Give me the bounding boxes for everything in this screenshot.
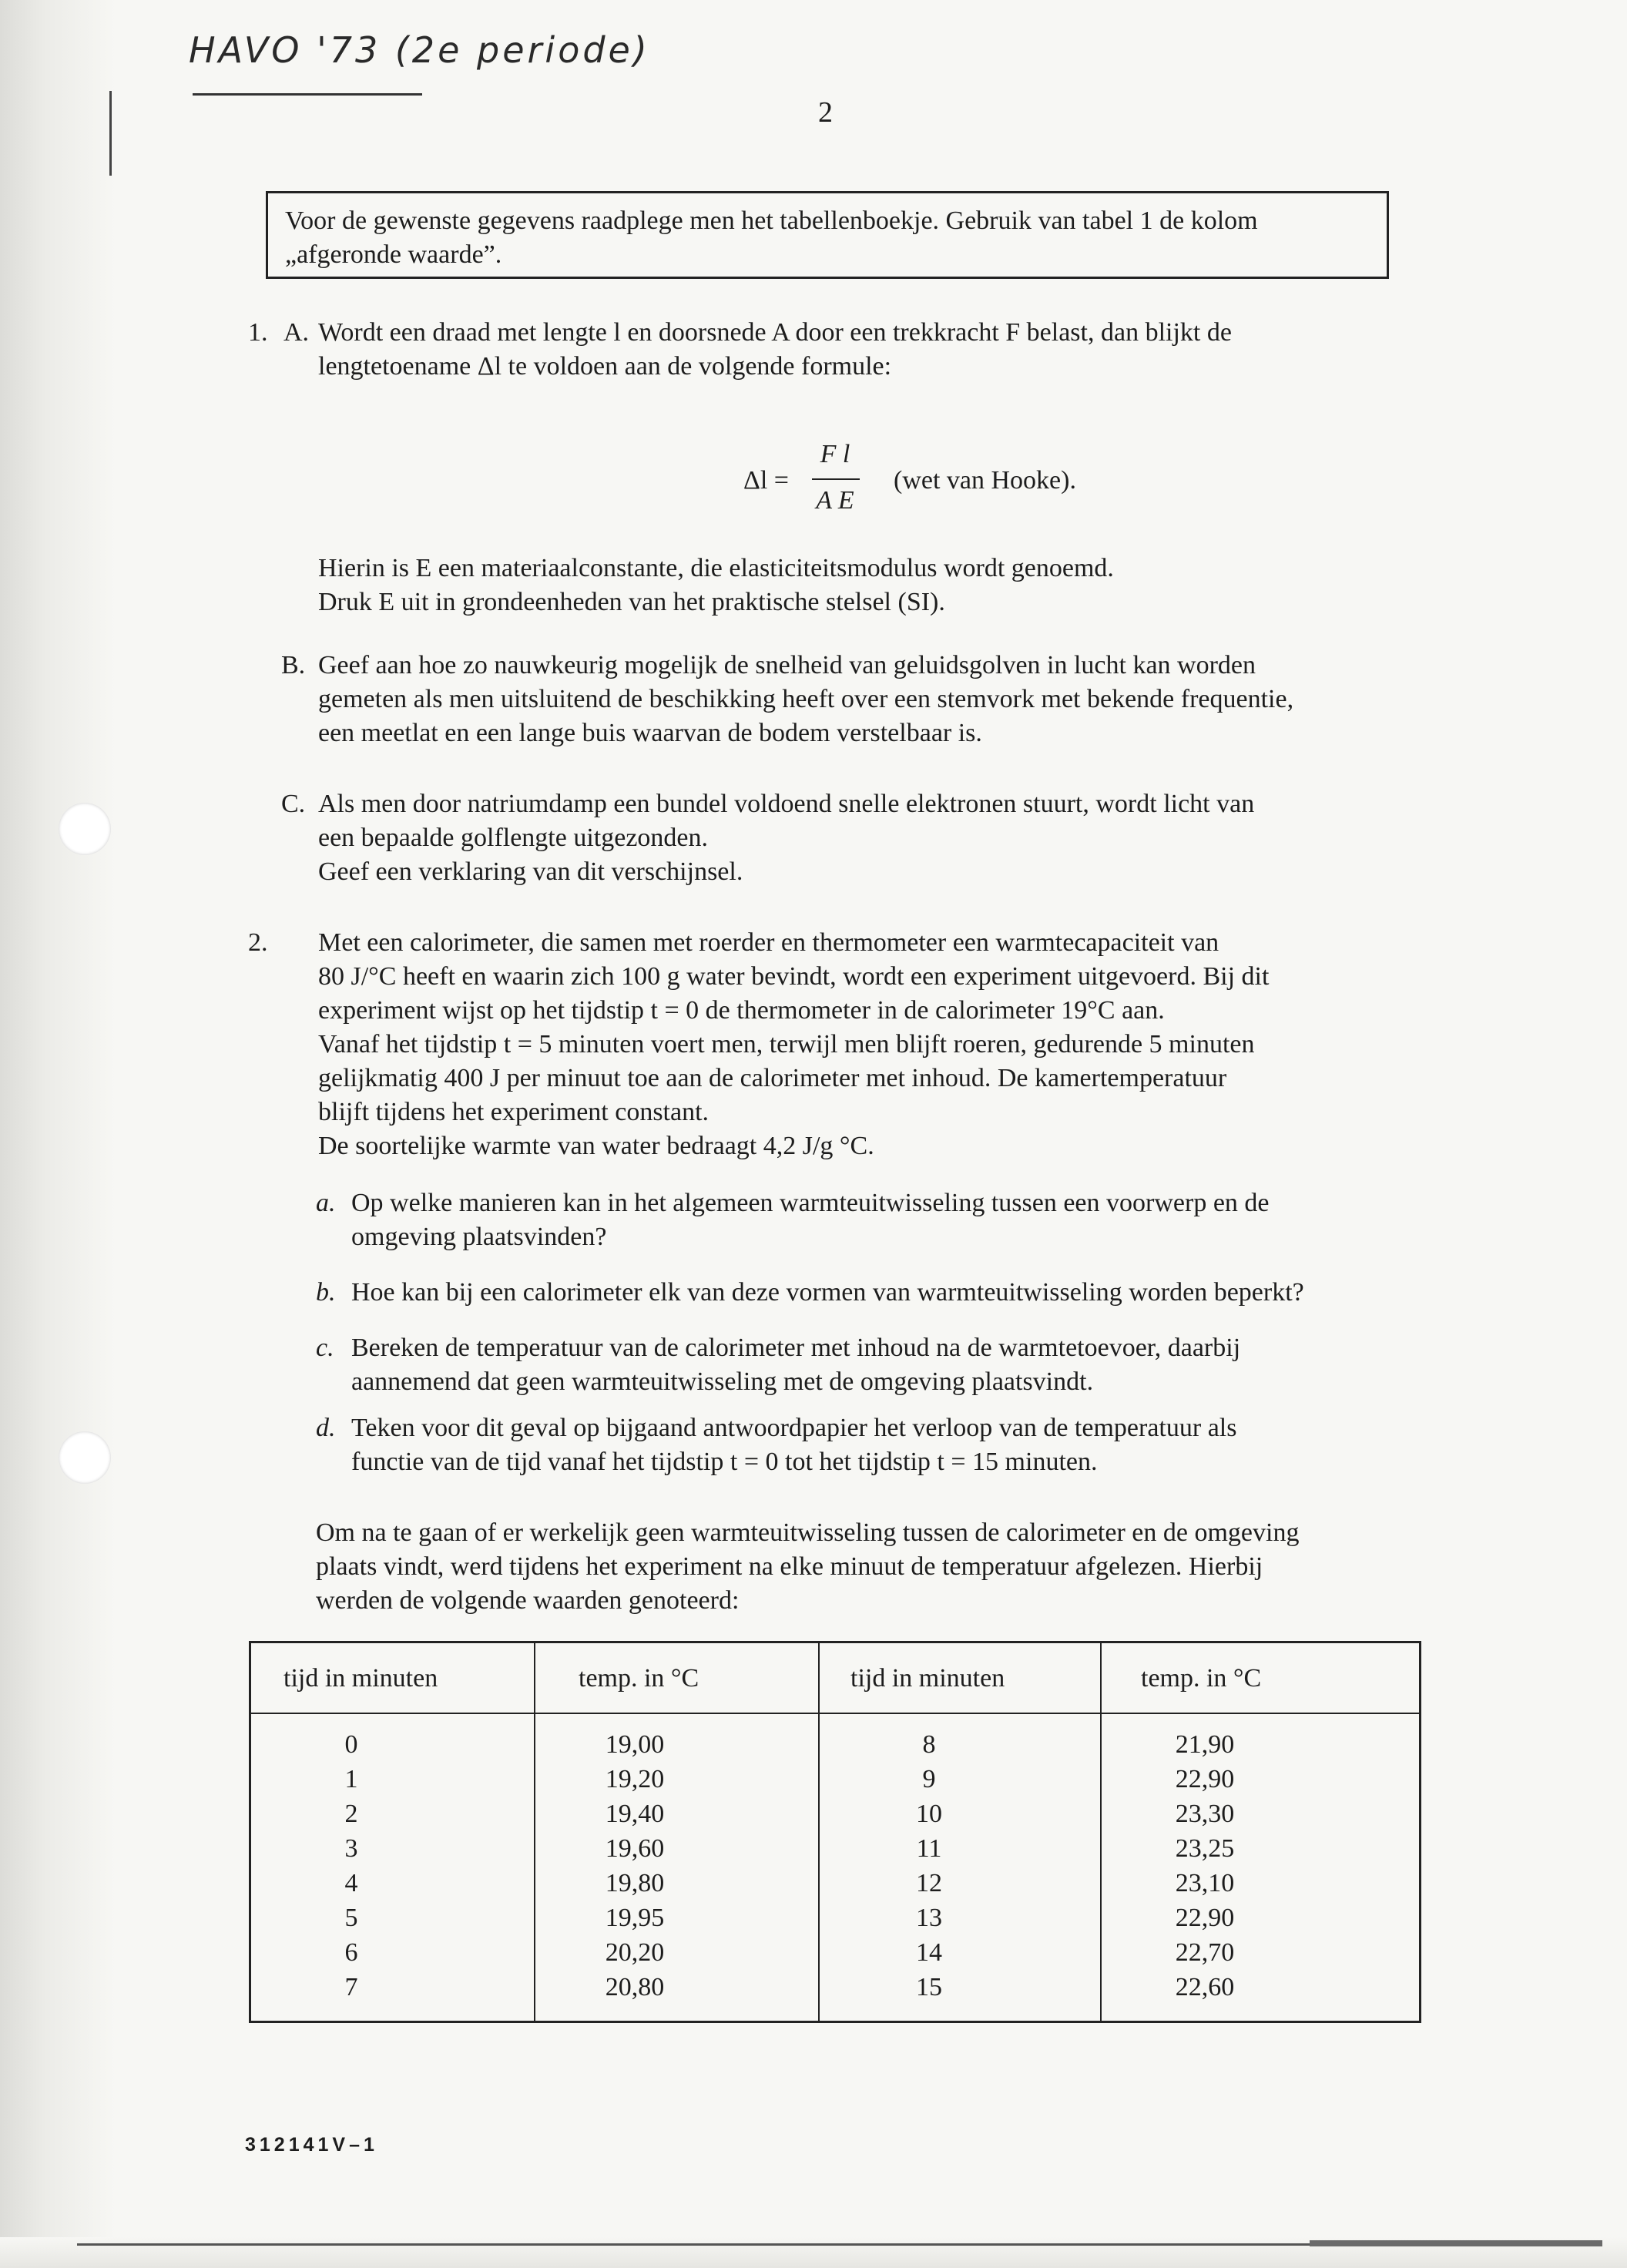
table-cell-time: 14 — [916, 1938, 942, 1967]
q2c-label: c. — [316, 1334, 334, 1362]
table-column-divider — [534, 1643, 535, 2021]
punch-hole-bottom — [59, 1431, 111, 1484]
formula-fraction — [810, 438, 860, 524]
table-cell-time: 15 — [916, 1973, 942, 2001]
q1c-line: een bepaalde golflengte uitgezonden. — [318, 824, 708, 852]
table-cell-temp: 19,20 — [605, 1765, 665, 1793]
table-column-divider — [1100, 1643, 1102, 2021]
table-cell-temp: 22,60 — [1175, 1973, 1235, 2001]
q1b-line: gemeten als men uitsluitend de beschikking heeft over een stemvork met bekende frequentie, — [318, 685, 1294, 713]
q2-intro-line: Met een calorimeter, die samen met roerder en thermometer een warmtecapaciteit van — [318, 928, 1219, 957]
q2a-line: omgeving plaatsvinden? — [351, 1223, 607, 1251]
table-cell-temp: 21,90 — [1175, 1730, 1235, 1759]
table-cell-temp: 22,90 — [1175, 1765, 1235, 1793]
table-cell-time: 7 — [344, 1973, 358, 2001]
q1a-line3: Hierin is E een materiaalconstante, die elasticiteitsmodulus wordt genoemd. — [318, 554, 1114, 582]
q2d-line: functie van de tijd vanaf het tijdstip t = 0 tot het tijdstip t = 15 minuten. — [351, 1448, 1098, 1476]
q1b-label: B. — [281, 651, 306, 679]
q1a-label: A. — [283, 318, 310, 347]
q2d-line: Teken voor dit geval op bijgaand antwoordpapier het verloop van de temperatuur als — [351, 1414, 1237, 1442]
table-cell-time: 3 — [344, 1834, 358, 1863]
table-cell-temp: 22,70 — [1175, 1938, 1235, 1967]
q1a-line4: Druk E uit in grondeenheden van het praktische stelsel (SI). — [318, 588, 945, 616]
table-cell-time: 1 — [344, 1765, 358, 1793]
table-cell-time: 6 — [344, 1938, 358, 1967]
table-cell-time: 10 — [916, 1800, 942, 1828]
q2c-line: aannemend dat geen warmteuitwisseling met de omgeving plaatsvindt. — [351, 1367, 1094, 1396]
formula-denominator: A E — [816, 486, 854, 515]
fraction-bar — [812, 478, 860, 480]
q2a-label: a. — [316, 1189, 336, 1217]
q2b-label: b. — [316, 1278, 336, 1307]
q1a-line1: Wordt een draad met lengte l en doorsnede A door een trekkracht F belast, dan blijkt de — [318, 318, 1232, 347]
table-cell-temp: 23,10 — [1175, 1869, 1235, 1897]
formula-numerator: F l — [820, 440, 850, 468]
q2-intro-line: blijft tijdens het experiment constant. — [318, 1098, 710, 1126]
table-cell-temp: 22,90 — [1175, 1904, 1235, 1932]
handwritten-underline — [193, 93, 422, 96]
handwritten-note: HAVO '73 (2e periode) — [189, 29, 650, 71]
table-header-divider — [251, 1713, 1419, 1714]
table-cell-temp: 19,00 — [605, 1730, 665, 1759]
table-cell-temp: 19,60 — [605, 1834, 665, 1863]
q2-followup-line: plaats vindt, werd tijdens het experiment na elke minuut de temperatuur afgelezen. Hierbij — [316, 1552, 1263, 1581]
formula-lhs: Δl = — [743, 466, 789, 495]
table-cell-temp: 23,25 — [1175, 1834, 1235, 1863]
q2-intro-line: 80 J/°C heeft en waarin zich 100 g water bevindt, wordt een experiment uitgevoerd. Bij dit — [318, 962, 1270, 991]
table-cell-time: 12 — [916, 1869, 942, 1897]
table-cell-temp: 20,20 — [605, 1938, 665, 1967]
table-cell-time: 13 — [916, 1904, 942, 1932]
q2b-line: Hoe kan bij een calorimeter elk van deze vormen van warmteuitwisseling worden beperkt? — [351, 1278, 1304, 1307]
notice-text: Voor de gewenste gegevens raadplege men het tabellenboekje. Gebruik van tabel 1 de kolom „afgeronde waarde”. — [285, 206, 1258, 269]
q1-number: 1. — [248, 318, 268, 347]
q2a-line: Op welke manieren kan in het algemeen warmteuitwisseling tussen een voorwerp en de — [351, 1189, 1270, 1217]
table-cell-time: 8 — [922, 1730, 936, 1759]
margin-mark — [109, 91, 112, 176]
q2c-line: Bereken de temperatuur van de calorimeter met inhoud na de warmtetoevoer, daarbij — [351, 1334, 1241, 1362]
table-header-temp: temp. in °C — [1141, 1664, 1262, 1693]
q2-intro-line: experiment wijst op het tijdstip t = 0 de thermometer in de calorimeter 19°C aan. — [318, 996, 1165, 1025]
temperature-table — [249, 1641, 1421, 2023]
q1c-line: Als men door natriumdamp een bundel voldoend snelle elektronen stuurt, wordt licht van — [318, 790, 1255, 818]
table-cell-temp: 19,80 — [605, 1869, 665, 1897]
q1b-line: Geef aan hoe zo nauwkeurig mogelijk de snelheid van geluidsgolven in lucht kan worden — [318, 651, 1256, 679]
q1c-line: Geef een verklaring van dit verschijnsel. — [318, 857, 743, 886]
q2-number: 2. — [248, 928, 268, 957]
q1c-label: C. — [281, 790, 306, 818]
q2-intro-line: gelijkmatig 400 J per minuut toe aan de calorimeter met inhoud. De kamertemperatuur — [318, 1064, 1227, 1092]
bottom-rule-dark — [1310, 2240, 1602, 2246]
table-cell-temp: 20,80 — [605, 1973, 665, 2001]
q2-followup-line: Om na te gaan of er werkelijk geen warmteuitwisseling tussen de calorimeter en de omgeving — [316, 1518, 1300, 1547]
notice-box — [266, 191, 1389, 279]
q2-followup-line: werden de volgende waarden genoteerd: — [316, 1586, 740, 1615]
table-cell-time: 5 — [344, 1904, 358, 1932]
q1a-line2: lengtetoename Δl te voldoen aan de volgende formule: — [318, 352, 892, 381]
q2d-label: d. — [316, 1414, 336, 1442]
table-cell-time: 9 — [922, 1765, 936, 1793]
punch-hole-top — [59, 803, 111, 855]
table-column-divider — [818, 1643, 820, 2021]
document-code: 312141V–1 — [245, 2134, 378, 2156]
q2-intro-line: Vanaf het tijdstip t = 5 minuten voert men, terwijl men blijft roeren, gedurende 5 minuten — [318, 1030, 1255, 1059]
table-cell-time: 4 — [344, 1869, 358, 1897]
table-cell-time: 2 — [344, 1800, 358, 1828]
table-header-temp: temp. in °C — [579, 1664, 699, 1693]
table-header-time: tijd in minuten — [283, 1664, 438, 1693]
table-header-time: tijd in minuten — [850, 1664, 1005, 1693]
q2-intro-line: De soortelijke warmte van water bedraagt 4,2 J/g °C. — [318, 1132, 874, 1160]
table-cell-temp: 23,30 — [1175, 1800, 1235, 1828]
page-left-edge — [0, 0, 116, 2268]
table-cell-time: 11 — [916, 1834, 942, 1863]
table-cell-temp: 19,40 — [605, 1800, 665, 1828]
formula-note: (wet van Hooke). — [894, 466, 1076, 495]
page-number: 2 — [818, 96, 833, 129]
table-cell-temp: 19,95 — [605, 1904, 665, 1932]
table-cell-time: 0 — [344, 1730, 358, 1759]
q1b-line: een meetlat en een lange buis waarvan de bodem verstelbaar is. — [318, 719, 982, 747]
